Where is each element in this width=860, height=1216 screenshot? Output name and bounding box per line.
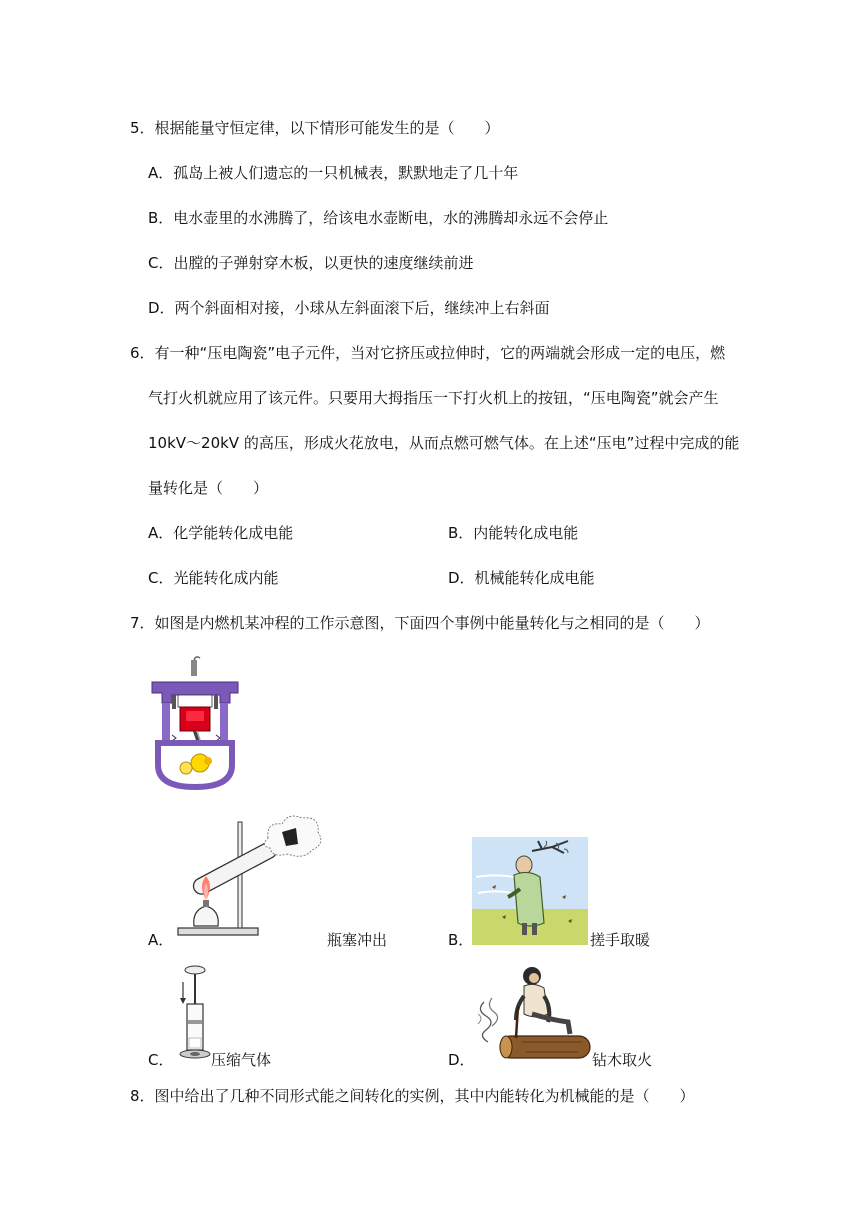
option-d-image-drilling-fire [472, 962, 592, 1064]
engine-stroke-diagram [150, 655, 242, 790]
q6-stem-line3: 10kV～20kV 的高压，形成火花放电，从而点燃可燃气体。在上述“压电”过程中完成的能 [148, 434, 740, 452]
q7-option-b-letter: B． [448, 931, 474, 949]
option-c-image-compressing-gas [175, 964, 215, 1062]
q7-option-b-caption: 搓手取暖 [590, 931, 651, 949]
option-b-image-rubbing-hands [472, 837, 588, 945]
q7-option-a-letter: A． [148, 931, 174, 949]
q6-option-a: A．化学能转化成电能 [148, 524, 294, 542]
q8-stem: 8．图中给出了几种不同形式能之间转化的实例，其中内能转化为机械能的是（ ） [130, 1087, 695, 1105]
q6-stem-line1: 6．有一种“压电陶瓷”电子元件，当对它挤压或拉伸时，它的两端就会形成一定的电压，燃 [130, 344, 726, 362]
q7-option-d-letter: D． [448, 1051, 475, 1069]
q6-stem-line2: 气打火机就应用了该元件。只要用大拇指压一下打火机上的按钮，“压电陶瓷”就会产生 [148, 389, 719, 407]
q5-stem: 5．根据能量守恒定律，以下情形可能发生的是（ ） [130, 119, 500, 137]
q6-option-c: C．光能转化成内能 [148, 569, 279, 587]
q7-option-d-caption: 钻木取火 [592, 1051, 653, 1069]
option-a-image-cork-popping [176, 810, 326, 940]
q7-option-a-caption: 瓶塞冲出 [327, 931, 388, 949]
q6-option-b: B．内能转化成电能 [448, 524, 579, 542]
q6-stem-line4: 量转化是（ ） [148, 479, 269, 497]
q5-option-b: B．电水壶里的水沸腾了，给该电水壶断电，水的沸腾却永远不会停止 [148, 209, 609, 227]
q7-stem: 7．如图是内燃机某冲程的工作示意图，下面四个事例中能量转化与之相同的是（ ） [130, 614, 710, 632]
q7-option-c-letter: C． [148, 1051, 174, 1069]
q5-option-d: D．两个斜面相对接，小球从左斜面滚下后，继续冲上右斜面 [148, 299, 550, 317]
q6-option-d: D．机械能转化成电能 [448, 569, 595, 587]
q5-option-a: A．孤岛上被人们遗忘的一只机械表，默默地走了几十年 [148, 164, 519, 182]
q5-option-c: C．出膛的子弹射穿木板，以更快的速度继续前进 [148, 254, 474, 272]
q7-option-c-caption: 压缩气体 [211, 1051, 272, 1069]
